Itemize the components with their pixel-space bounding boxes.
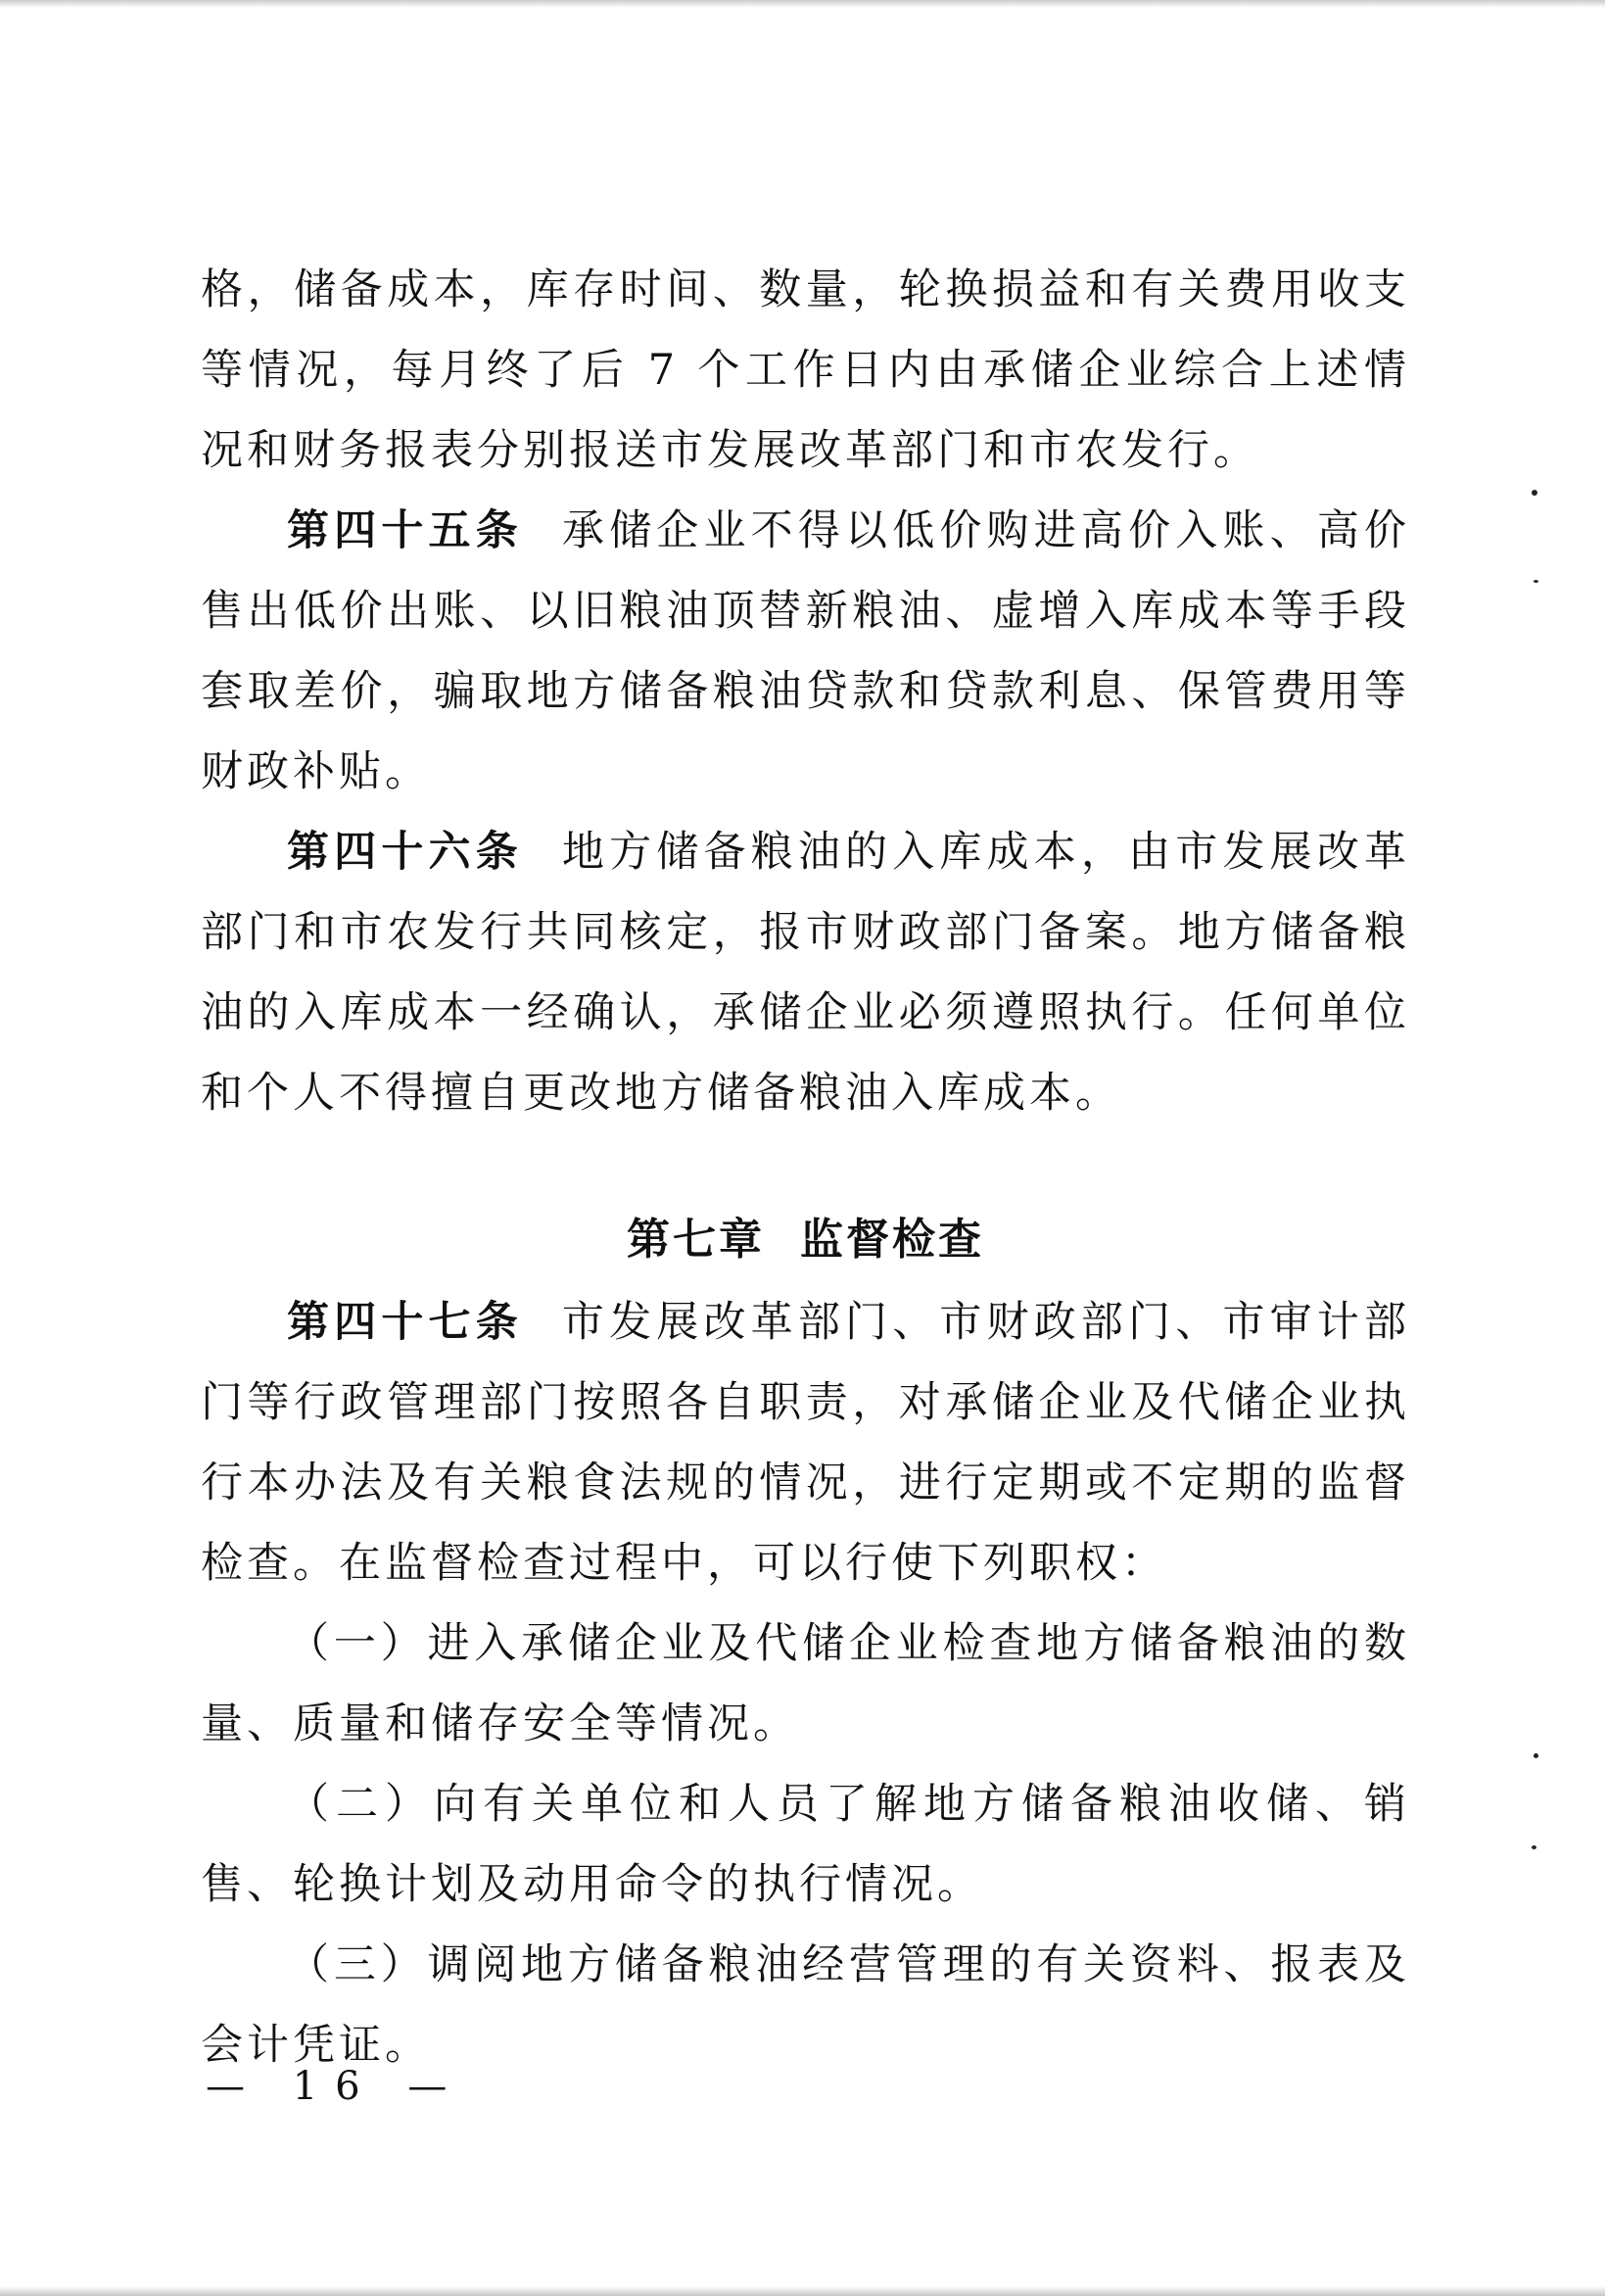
article-47 bbox=[201, 1282, 1410, 1603]
article-label: 第四十七条 bbox=[287, 1298, 523, 1347]
article-text: 地方储备粮油的入库成本，由市发展改革部门和市农发行共同核定，报市财政部门备案。地方储备粮油的入库成本一经确认，承储企业必须遵照执行。任何单位和个人不得擅自更改地方储备粮油入库成本。 bbox=[201, 828, 1411, 1118]
document-body bbox=[201, 250, 1410, 2085]
paragraph-continuation bbox=[201, 250, 1410, 491]
scan-edge-top bbox=[0, 0, 1605, 8]
list-item-text: （二）向有关单位和人员了解地方储备粮油收储、销售、轮换计划及动用命令的执行情况。 bbox=[201, 1780, 1410, 1909]
article-text: 承储企业不得以低价购进高价入账、高价售出低价出账、以旧粮油顶替新粮油、虚增入库成本等手段套取差价，骗取地方储备粮油贷款和贷款利息、保管费用等财政补贴。 bbox=[201, 506, 1411, 796]
list-item-1 bbox=[201, 1603, 1410, 1764]
article-label: 第四十六条 bbox=[287, 828, 523, 877]
list-item-text: （一）进入承储企业及代储企业检查地方储备粮油的数量、质量和储存安全等情况。 bbox=[201, 1619, 1410, 1748]
list-item-2 bbox=[201, 1764, 1410, 1925]
chapter-title: 监督检查 bbox=[800, 1215, 984, 1265]
chapter-heading bbox=[201, 1200, 1410, 1280]
scan-speck bbox=[1534, 580, 1538, 583]
article-label: 第四十五条 bbox=[287, 506, 523, 555]
scan-speck bbox=[1534, 1753, 1538, 1758]
paragraph-text: 格，储备成本，库存时间、数量，轮换损益和有关费用收支等情况，每月终了后 7 个工作日内由承储企业综合上述情况和财务报表分别报送市发展改革部门和市农发行。 bbox=[201, 265, 1410, 475]
chapter-number: 第七章 bbox=[627, 1215, 765, 1265]
article-46 bbox=[201, 812, 1410, 1133]
scan-edge-bottom bbox=[0, 2286, 1605, 2296]
article-text: 市发展改革部门、市财政部门、市审计部门等行政管理部门按照各自职责，对承储企业及代储企业执行本办法及有关粮食法规的情况，进行定期或不定期的监督检查。在监督检查过程中，可以行使下列职权： bbox=[201, 1298, 1411, 1588]
scan-speck bbox=[1532, 490, 1537, 496]
scan-speck bbox=[1532, 1845, 1536, 1849]
page-number: — 16 — bbox=[206, 2064, 465, 2109]
list-item-text: （三）调阅地方储备粮油经营管理的有关资料、报表及会计凭证。 bbox=[201, 1940, 1410, 2070]
article-45 bbox=[201, 491, 1410, 812]
